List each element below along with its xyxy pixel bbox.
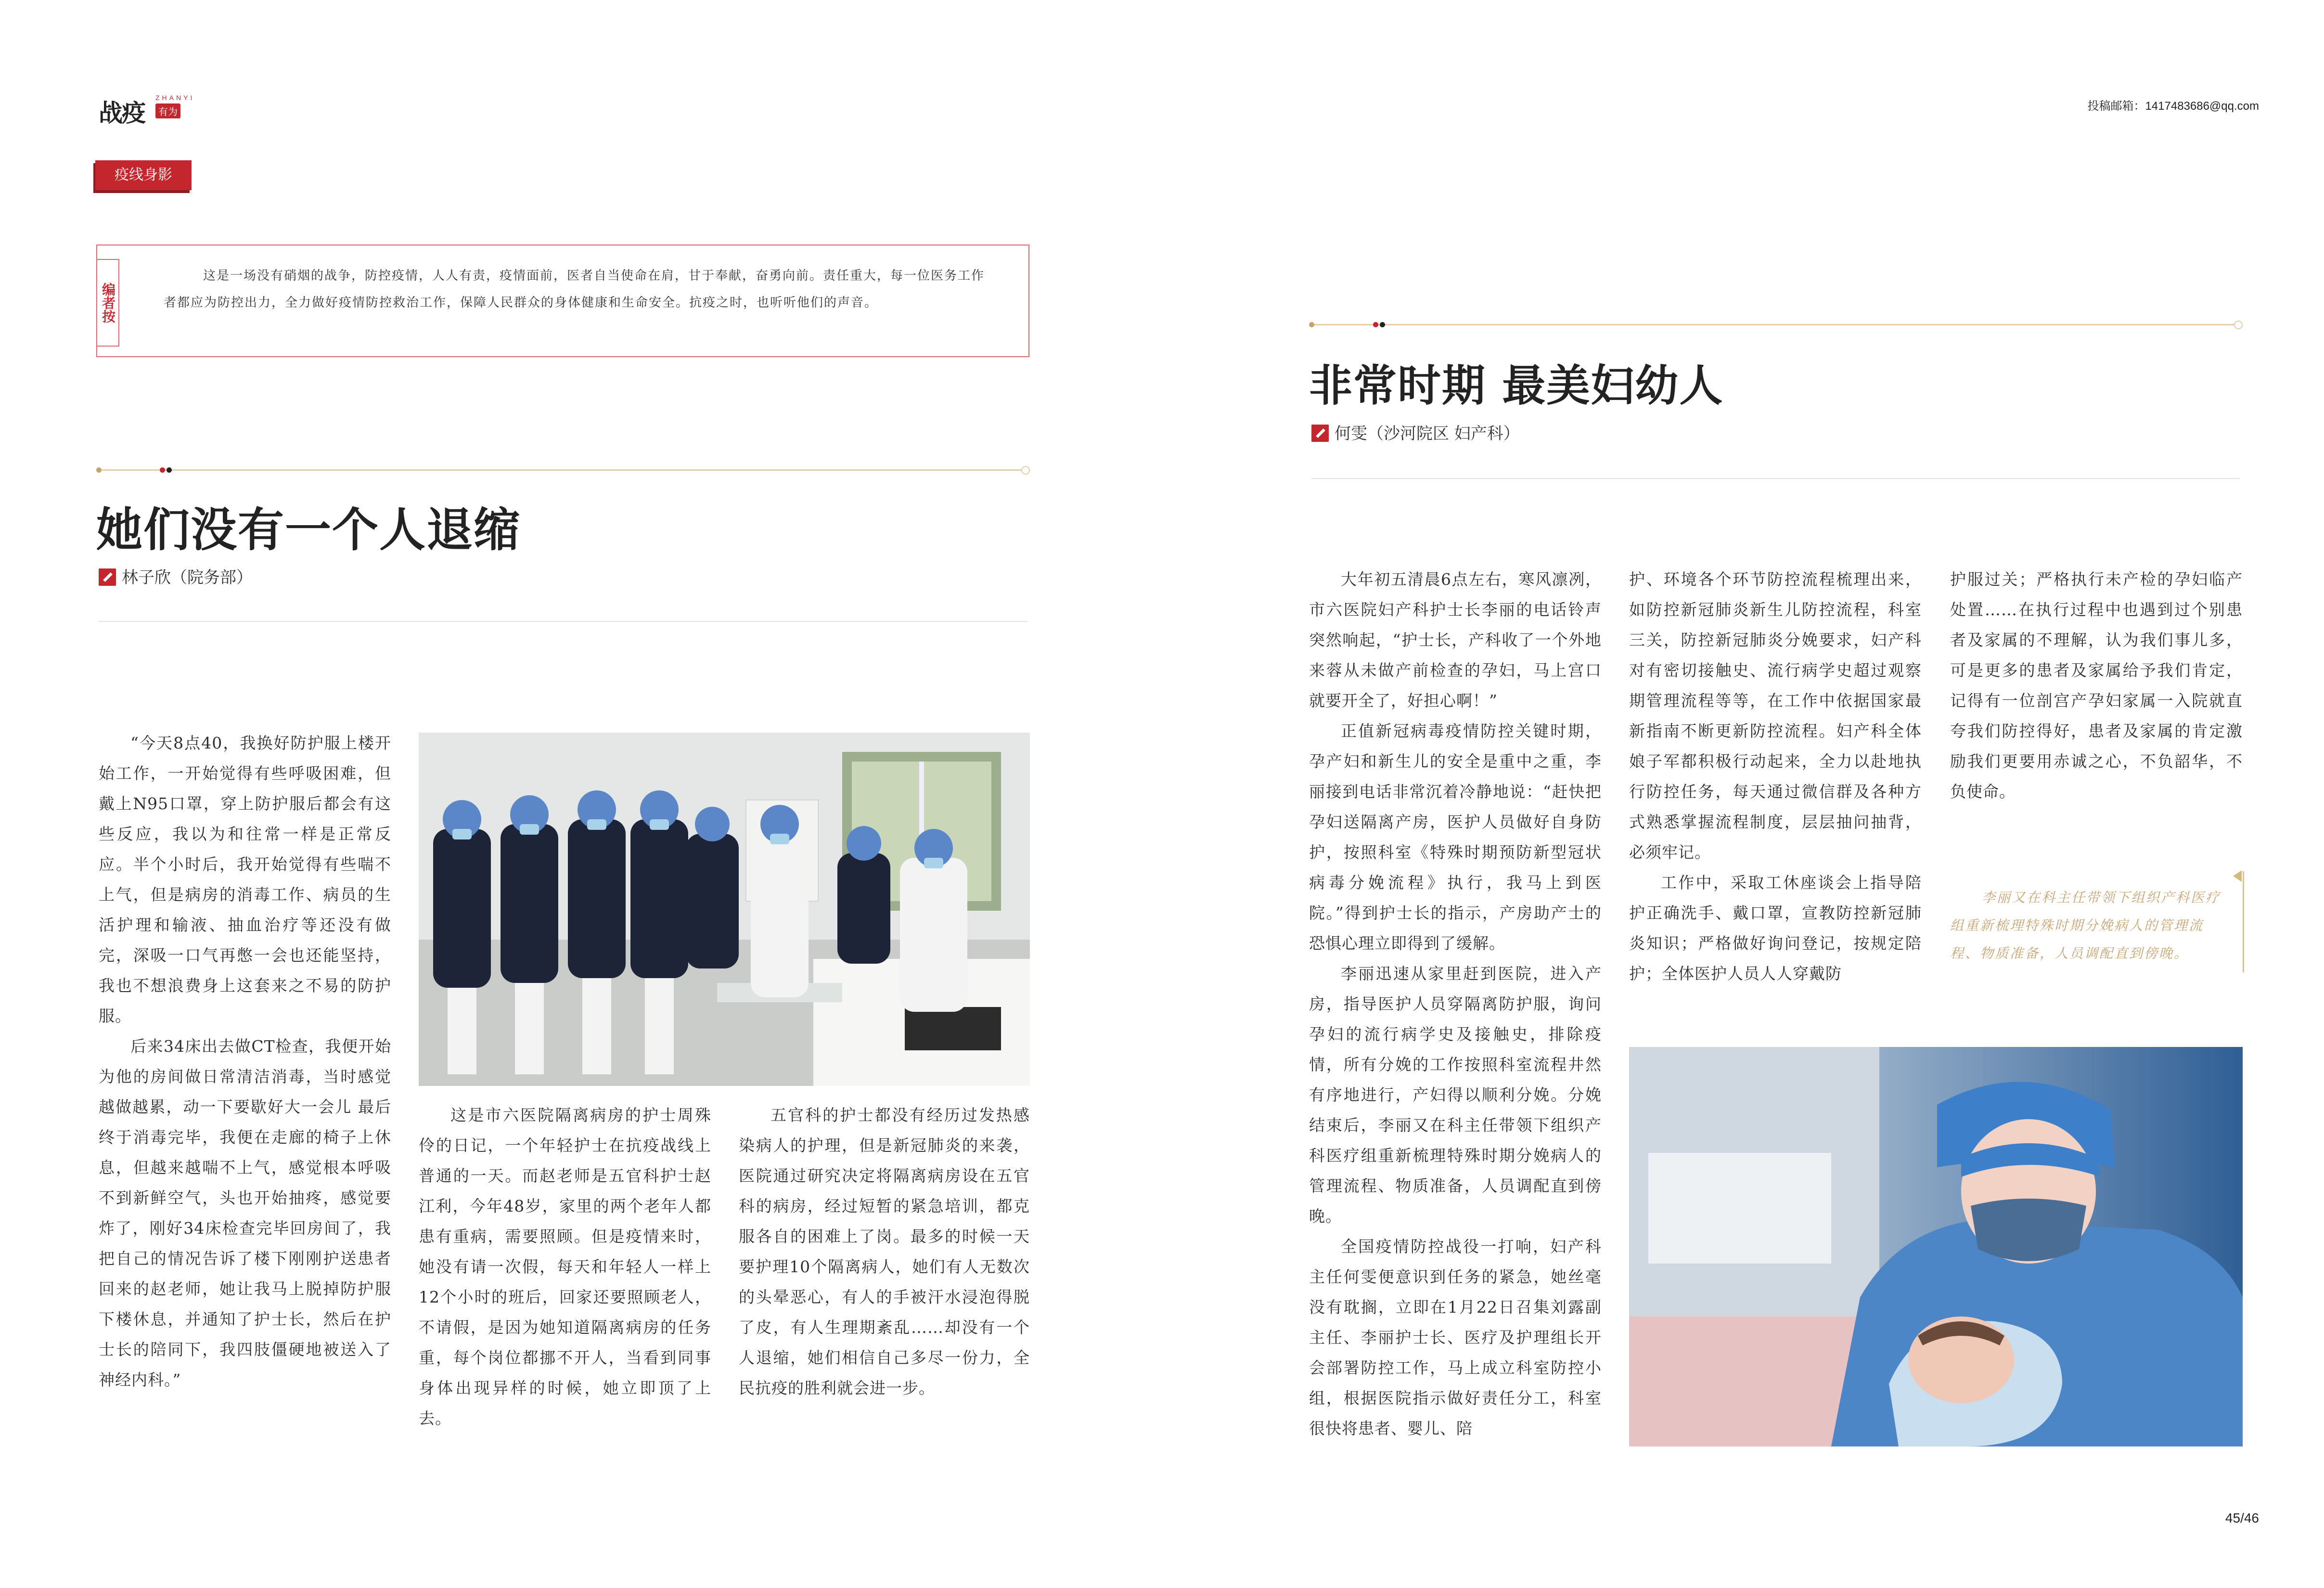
photo-caption: 李丽又在科主任带领下组织产科医疗组重新梳理特殊时期分娩病人的管理流程、物质准备，人员调配直到傍晚。: [1950, 890, 2221, 961]
paragraph: “今天8点40，我换好防护服上楼开始工作，一开始觉得有些呼吸困难，但戴上N95口罩，穿上防护服后都会有这些反应，我以为和往常一样是正常反应。半个小时后，我开始觉得有些喘不上气，但是病房的消毒工作、病员的生活护理和输液、抽血治疗等还没有做完，深吸一口气再憋一会也还能坚持，我也不想浪费身上这套来之不易的防护服。: [99, 734, 391, 1025]
magazine-logo: [99, 94, 214, 125]
article2-author-name: 何雯（沙河院区 妇产科）: [1335, 424, 1520, 443]
divider-dot: [1380, 322, 1385, 327]
article1-column-2: [419, 1100, 711, 1433]
editor-note-text: 这是一场没有硝烟的战争，防控疫情，人人有责，疫情面前，医者自当使命在肩，甘于奉献，奋勇向前。责任重大，每一位医务工作者都应为防控出力，全力做好疫情防控救治工作，保障人民群众的身体健康和生命安全。抗疫之时，也听听他们的声音。: [164, 269, 985, 310]
article2-rule: [1311, 478, 2240, 479]
section-tag: 疫线身影: [95, 160, 192, 190]
nurse-newborn-photo-svg: [1629, 1047, 2243, 1446]
editor-note-label: 编者按: [96, 259, 119, 347]
logo-en: ZHANYI: [155, 94, 195, 102]
article1-column-1: [99, 728, 391, 1395]
divider-dot: [1309, 322, 1314, 327]
paragraph: 李丽迅速从家里赶到医院，进入产房，指导医护人员穿隔离防护服，询问孕妇的流行病学史及接触史，排除疫情，所有分娩的工作按照科室流程井然有序地进行，产妇得以顺利分娩。分娩结束后，李丽又在科主任带领下组织产科医疗组重新梳理特殊时期分娩病人的管理流程、物质准备，人员调配直到傍晚。: [1309, 964, 1602, 1226]
page-number: 45/46: [2225, 1511, 2259, 1525]
divider-end-dot: [1021, 466, 1030, 475]
article2-author: [1311, 420, 1520, 444]
paragraph: 大年初五清晨6点左右，寒风凛冽，市六医院妇产科护士长李丽的电话铃声突然响起，“护士长，产科收了一个外地来蓉从未做产前检查的孕妇，马上宫口就要开全了，好担心啊！”: [1309, 570, 1602, 710]
article2-column-1: [1309, 564, 1602, 1444]
article2-column-3: [1950, 564, 2243, 807]
pen-icon: [1311, 425, 1329, 442]
divider-dot: [160, 467, 165, 473]
article2-divider: [1311, 324, 2240, 325]
article1-column-3: [739, 1100, 1030, 1403]
article2-column-2: [1629, 564, 1922, 989]
paragraph: 五官科的护士都没有经历过发热感染病人的护理，但是新冠肺炎的来袭，医院通过研究决定将隔离病房设在五官科的病房，经过短暂的紧急培训，都克服各自的困难上了岗。最多的时候一天要护理10个隔离病人，她们有人无数次的头晕恶心，有人的手被汗水浸泡得脱了皮，有人生理期紊乱……却没有一个人退缩，她们相信自己多尽一份力，全民抗疫的胜利就会进一步。: [739, 1106, 1030, 1397]
paragraph: 正值新冠病毒疫情防控关键时期，孕产妇和新生儿的安全是重中之重，李丽接到电话非常沉着冷静地说：“赶快把孕妇送隔离产房，医护人员做好自身防护，按照科室《特殊时期预防新型冠状病毒分娩流程》执行，我马上到医院。”得到护士长的指示，产房助产士的恐惧心理立即得到了缓解。: [1309, 722, 1602, 953]
divider-dot: [1373, 322, 1378, 327]
article1-divider: [99, 469, 1027, 471]
caption-arrow-icon: [2233, 870, 2242, 882]
paragraph: 后来34床出去做CT检查，我便开始为他的房间做日常清洁消毒，当时感觉越做越累，动一下要歇好大一会儿 最后终于消毒完毕，我便在走廊的椅子上休息，但越来越喘不上气，感觉根本呼吸不到新鲜空气，头也开始抽疼，感觉要炸了，刚好34床检查完毕回房间了，我把自己的情况告诉了楼下刚刚护送患者回来的赵老师，她让我马上脱掉防护服下楼休息，并通知了护士长，然后在护士长的陪同下，我四肢僵硬地被送入了神经内科。”: [99, 1037, 391, 1389]
divider-dot: [167, 467, 172, 473]
paragraph: 这是市六医院隔离病房的护士周殊伶的日记，一个年轻护士在抗疫战线上普通的一天。而赵老师是五官科护士赵江利，今年48岁，家里的两个老年人都患有重病，需要照顾。但是疫情来时，她没有请一次假，每天和年轻人一样上12个小时的班后，回家还要照顾老人，不请假，是因为她知道隔离病房的任务重，每个岗位都挪不开人，当看到同事身体出现异样的时候，她立即顶了上去。: [419, 1106, 711, 1428]
logo-badge: 有为: [155, 103, 180, 118]
article1-author-name: 林子欣（院务部）: [122, 568, 253, 587]
nurses-photo-svg: [419, 733, 1030, 1086]
article2-title: 非常时期 最美妇幼人: [1309, 360, 1724, 411]
paragraph: 工作中，采取工休座谈会上指导陪护正确洗手、戴口罩，宣教防控新冠肺炎知识；严格做好询问登记，按规定陪护；全体医护人员人人穿戴防: [1629, 873, 1922, 983]
nurses-group-photo: [419, 733, 1030, 1086]
divider-end-dot: [2234, 321, 2243, 329]
paragraph: 护服过关；严格执行未产检的孕妇临产处置……在执行过程中也遇到过个别患者及家属的不理解，认为我们事儿多，可是更多的患者及家属给予我们肯定，记得有一位剖宫产孕妇家属一入院就直夸我们防控得好，患者及家属的肯定激励我们更要用赤诚之心，不负韶华，不负使命。: [1950, 570, 2243, 801]
nurse-newborn-photo: [1629, 1047, 2243, 1446]
divider-dot: [96, 467, 102, 473]
pen-icon: [99, 568, 116, 586]
logo-text: 战疫: [99, 99, 145, 127]
article1-title: 她们没有一个人退缩: [96, 503, 521, 557]
paragraph: 护、环境各个环节防控流程梳理出来，如防控新冠肺炎新生儿防控流程，科室三关，防控新冠肺炎分娩要求，妇产科对有密切接触史、流行病学史超过观察期管理流程等等，在工作中依据国家最新指南不断更新防控流程。妇产科全体娘子军都积极行动起来，全力以赴地执行防控任务，每天通过微信群及各种方式熟悉掌握流程制度，层层抽问抽背，必须牢记。: [1629, 570, 1922, 862]
article1-author: [99, 564, 253, 588]
paragraph: 全国疫情防控战役一打响，妇产科主任何雯便意识到任务的紧急，她丝毫没有耽搁，立即在1月22日召集刘露副主任、李丽护士长、医疗及护理组长开会部署防控工作，马上成立科室防控小组，根据医院指示做好责任分工，科室很快将患者、婴儿、陪: [1309, 1237, 1602, 1438]
submission-email: 投稿邮箱：1417483686@qq.com: [2087, 100, 2259, 113]
article1-rule: [99, 621, 1027, 622]
